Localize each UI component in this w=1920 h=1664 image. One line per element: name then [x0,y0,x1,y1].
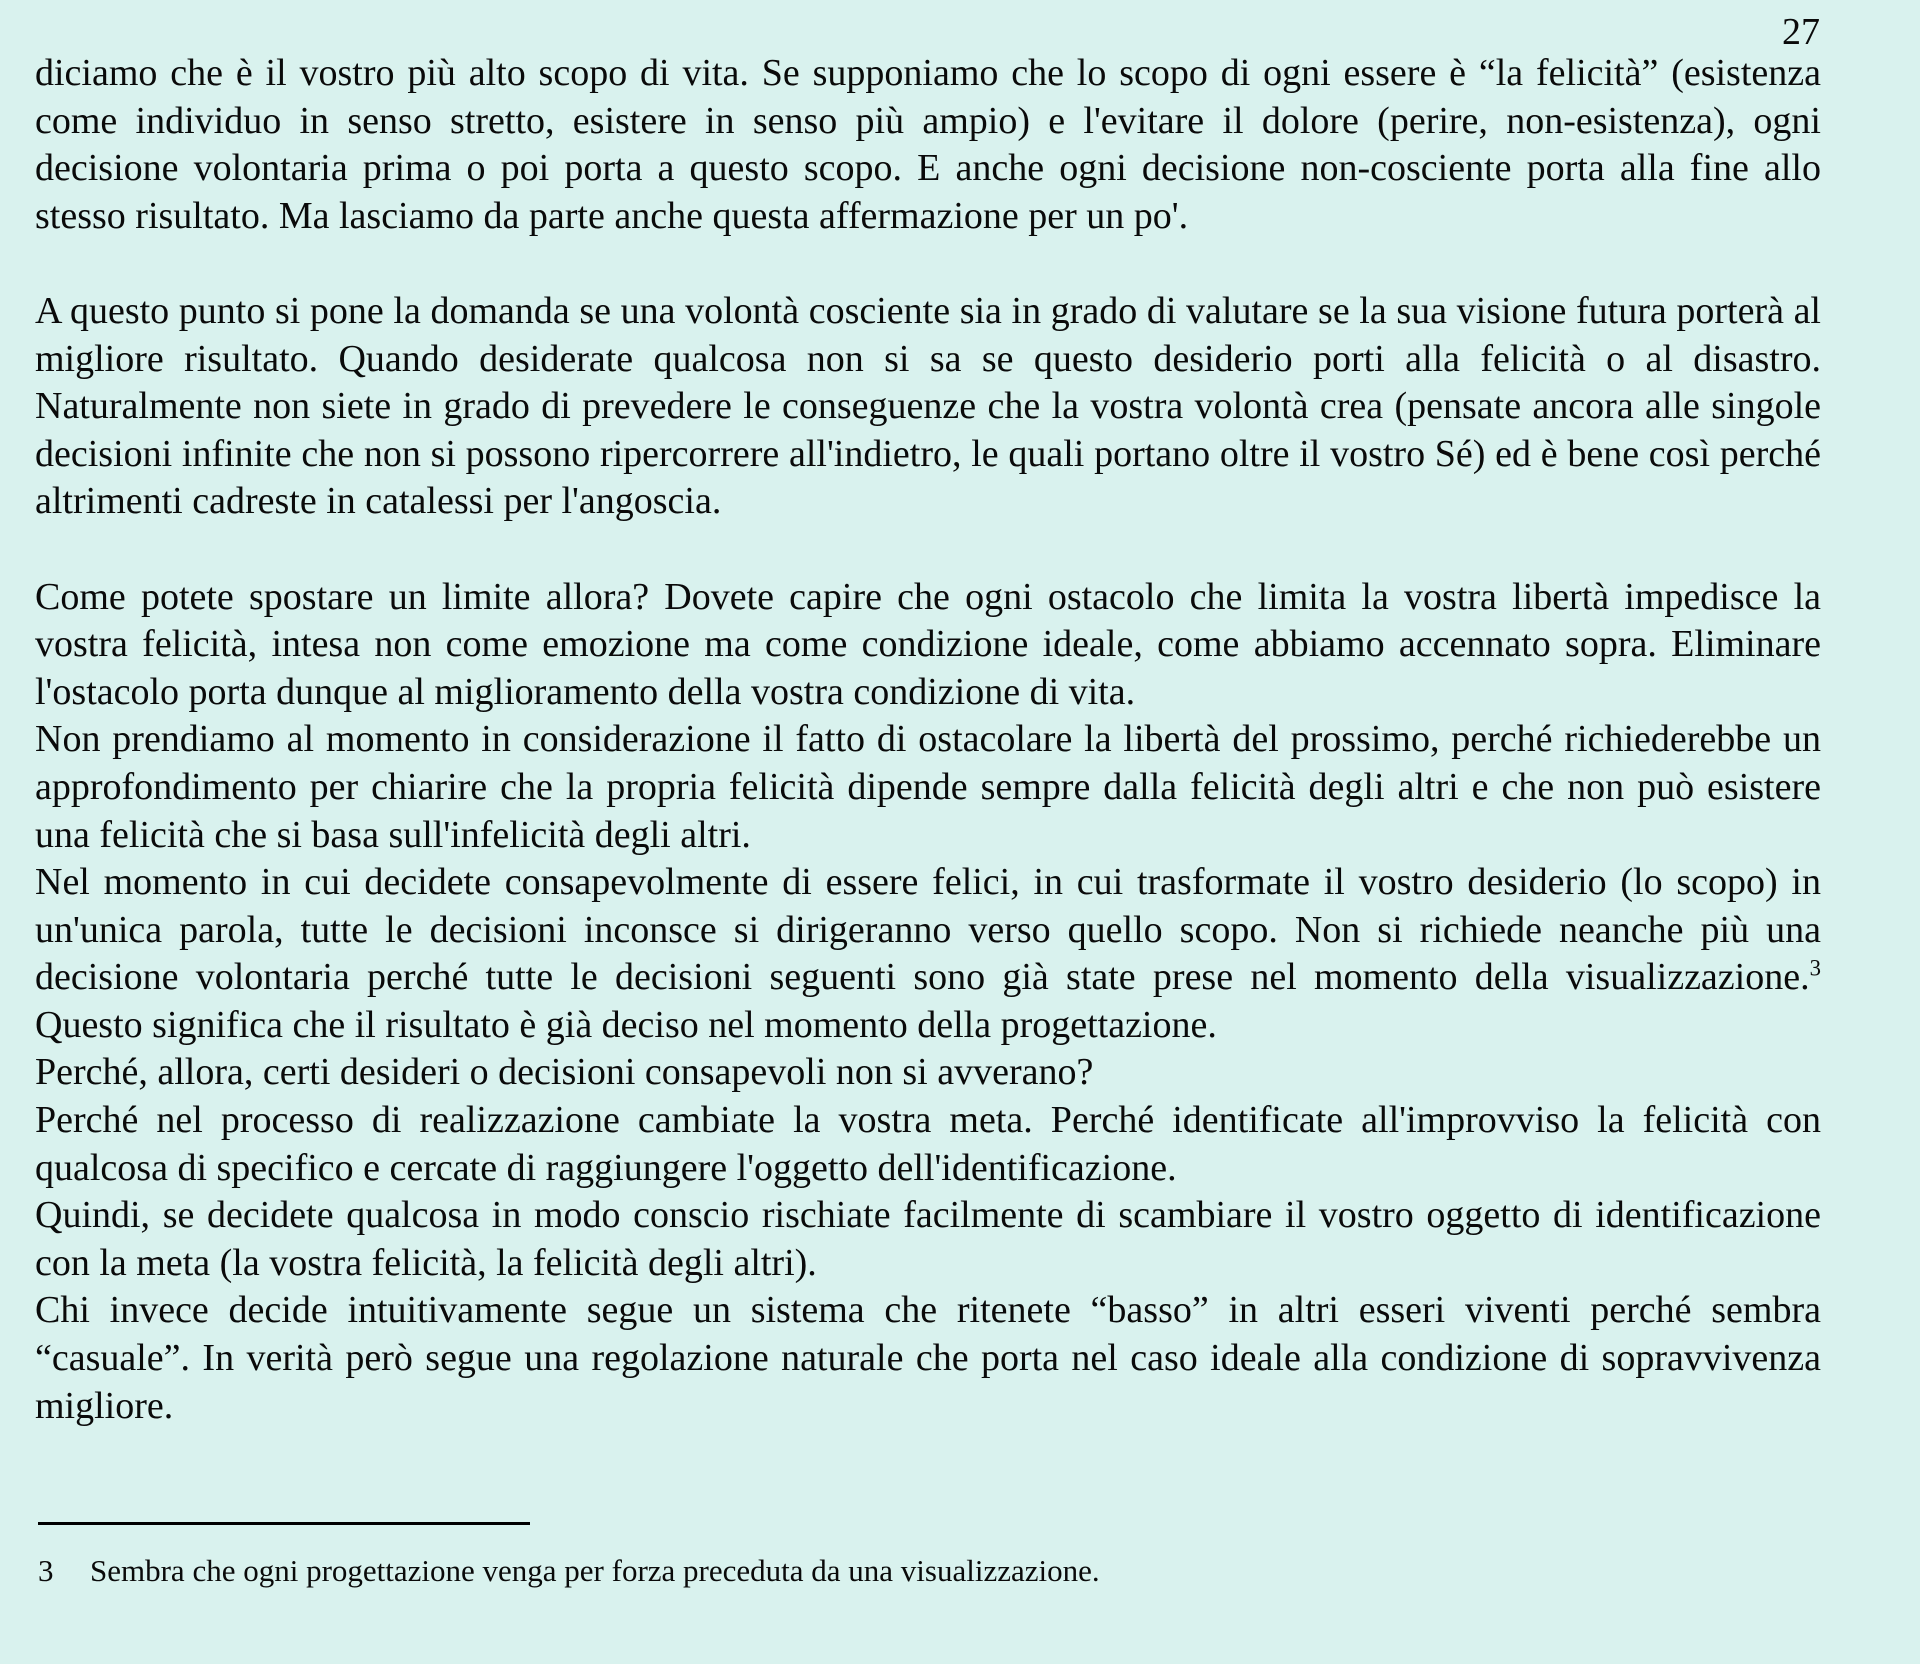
paragraph-text: Nel momento in cui decidete consapevolmente di essere felici, in cui trasformate il vostro desiderio (lo scopo) in un'unica parola, tutte le decisioni inconsce si dirigeranno verso quello scopo. Non si richiede neanche più una decisione volontaria perché tutte le decisioni seguenti sono già state prese nel momento della visualizzazione. [35,861,1821,999]
paragraph [35,859,1821,1049]
page-number: 27 [1782,11,1820,53]
paragraph: A questo punto si pone la domanda se una volontà cosciente sia in grado di valutare se la sua visione futura porterà al migliore risultato. Quando desiderate qualcosa non si sa se questo desiderio porti alla felicità o al disastro. Naturalmente non siete in grado di prevedere le conseguenze che la vostra volontà crea (pensate ancora alle singole decisioni infinite che non si possono ripercorrere all'indietro, le quali portano oltre il vostro Sé) ed è bene così perché altrimenti cadreste in catalessi per l'angoscia. [35,289,1821,523]
footnote-area [38,1522,1824,1590]
paragraph: Come potete spostare un limite allora? Dovete capire che ogni ostacolo che limita la vostra libertà impedisce la vostra felicità, intesa non come emozione ma come condizione ideale, come abbiamo accennato sopra. Eliminare l'ostacolo porta dunque al miglioramento della vostra condizione di vita. [35,575,1821,713]
footnote-marker: 3 [38,1553,54,1588]
paragraph: Chi invece decide intuitivamente segue un sistema che ritenete “basso” in altri esseri viventi perché sembra “casuale”. In verità però segue una regolazione naturale che porta nel caso ideale alla condizione di sopravvivenza migliore. [35,1289,1821,1427]
paragraph: Perché nel processo di realizzazione cambiate la vostra meta. Perché identificate all'improvviso la felicità con qualcosa di specifico e cercate di raggiungere l'oggetto dell'identificazione. [35,1099,1821,1189]
paragraph: Non prendiamo al momento in considerazione il fatto di ostacolare la libertà del prossimo, perché richiederebbe un approfondimento per chiarire che la propria felicità dipende sempre dalla felicità degli altri e che non può esistere una felicità che si basa sull'infelicità degli altri. [35,718,1821,856]
paragraph: diciamo che è il vostro più alto scopo di vita. Se supponiamo che lo scopo di ogni essere è “la felicità” (esistenza come individuo in senso stretto, esistere in senso più ampio) e l'evitare il dolore (perire, non-esistenza), ogni decisione volontaria prima o poi porta a questo scopo. E anche ogni decisione non-cosciente porta alla fine allo stesso risultato. Ma lasciamo da parte anche questa affermazione per un po'. [35,52,1821,237]
footnote-separator [38,1522,530,1525]
footnote [38,1552,1824,1590]
paragraph: Perché, allora, certi desideri o decisioni consapevoli non si avverano? [35,1051,1094,1094]
paragraph-text: Questo significa che il risultato è già deciso nel momento della progettazione. [35,1003,1217,1046]
body-text [35,50,1821,1430]
paragraph: Quindi, se decidete qualcosa in modo conscio rischiate facilmente di scambiare il vostro oggetto di identificazione con la meta (la vostra felicità, la felicità degli altri). [35,1194,1821,1284]
footnote-reference: 3 [1809,955,1821,981]
footnote-text: Sembra che ogni progettazione venga per forza preceduta da una visualizzazione. [90,1553,1100,1588]
